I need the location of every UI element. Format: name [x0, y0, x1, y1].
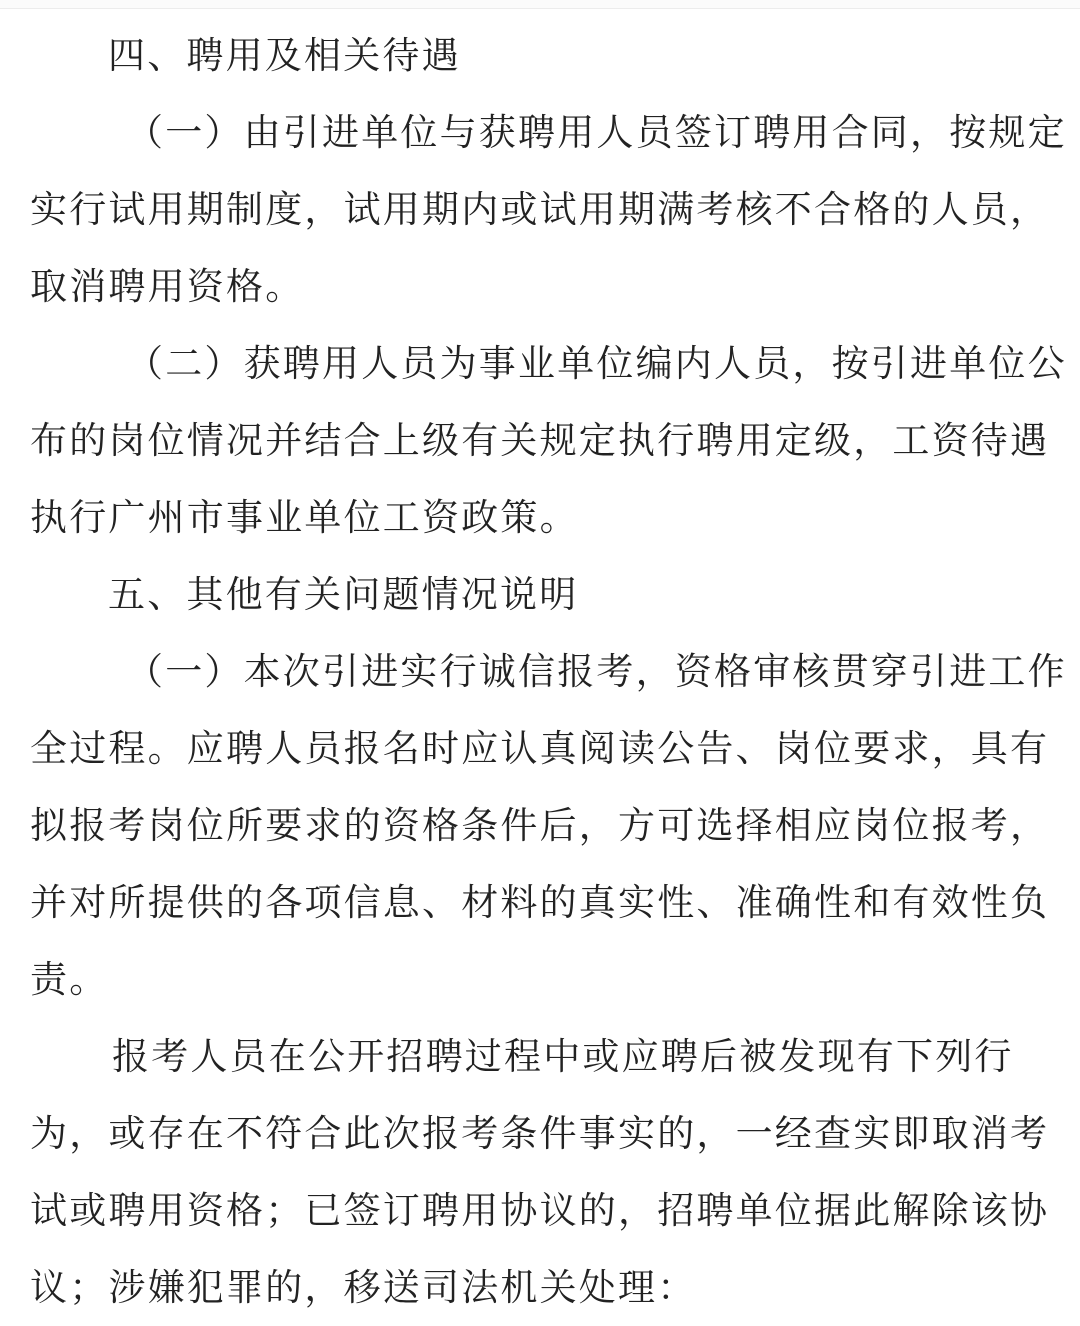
paragraph-line: 议；涉嫌犯罪的，移送司法机关处理： — [30, 1266, 697, 1309]
paragraph-line: （一）本次引进实行诚信报考，资格审核贯穿引进工作 — [126, 650, 1067, 693]
section-heading: 四、聘用及相关待遇 — [108, 34, 461, 77]
paragraph-line: （二）获聘用人员为事业单位编内人员，按引进单位公 — [126, 342, 1067, 385]
paragraph-line: 实行试用期制度，试用期内或试用期满考核不合格的人员， — [30, 188, 1050, 231]
paragraph-line: 取消聘用资格。 — [30, 265, 305, 308]
paragraph-line: 报考人员在公开招聘过程中或应聘后被发现有下列行 — [112, 1035, 1014, 1078]
paragraph-line: 全过程。应聘人员报名时应认真阅读公告、岗位要求，具有 — [30, 727, 1050, 770]
paragraph-line: （一）由引进单位与获聘用人员签订聘用合同，按规定 — [126, 111, 1067, 154]
paragraph-line: 拟报考岗位所要求的资格条件后，方可选择相应岗位报考， — [30, 804, 1050, 847]
paragraph-line: 责。 — [30, 958, 109, 1001]
paragraph-line: 执行广州市事业单位工资政策。 — [30, 496, 579, 539]
paragraph-line: 试或聘用资格；已签订聘用协议的，招聘单位据此解除该协 — [30, 1189, 1050, 1232]
paragraph-line: 布的岗位情况并结合上级有关规定执行聘用定级，工资待遇 — [30, 419, 1050, 462]
document-body — [30, 17, 1067, 1326]
top-divider — [0, 0, 1080, 9]
paragraph-line: 为，或存在不符合此次报考条件事实的，一经查实即取消考 — [30, 1112, 1050, 1155]
paragraph-line: 并对所提供的各项信息、材料的真实性、准确性和有效性负 — [30, 881, 1050, 924]
section-heading: 五、其他有关问题情况说明 — [108, 573, 579, 616]
